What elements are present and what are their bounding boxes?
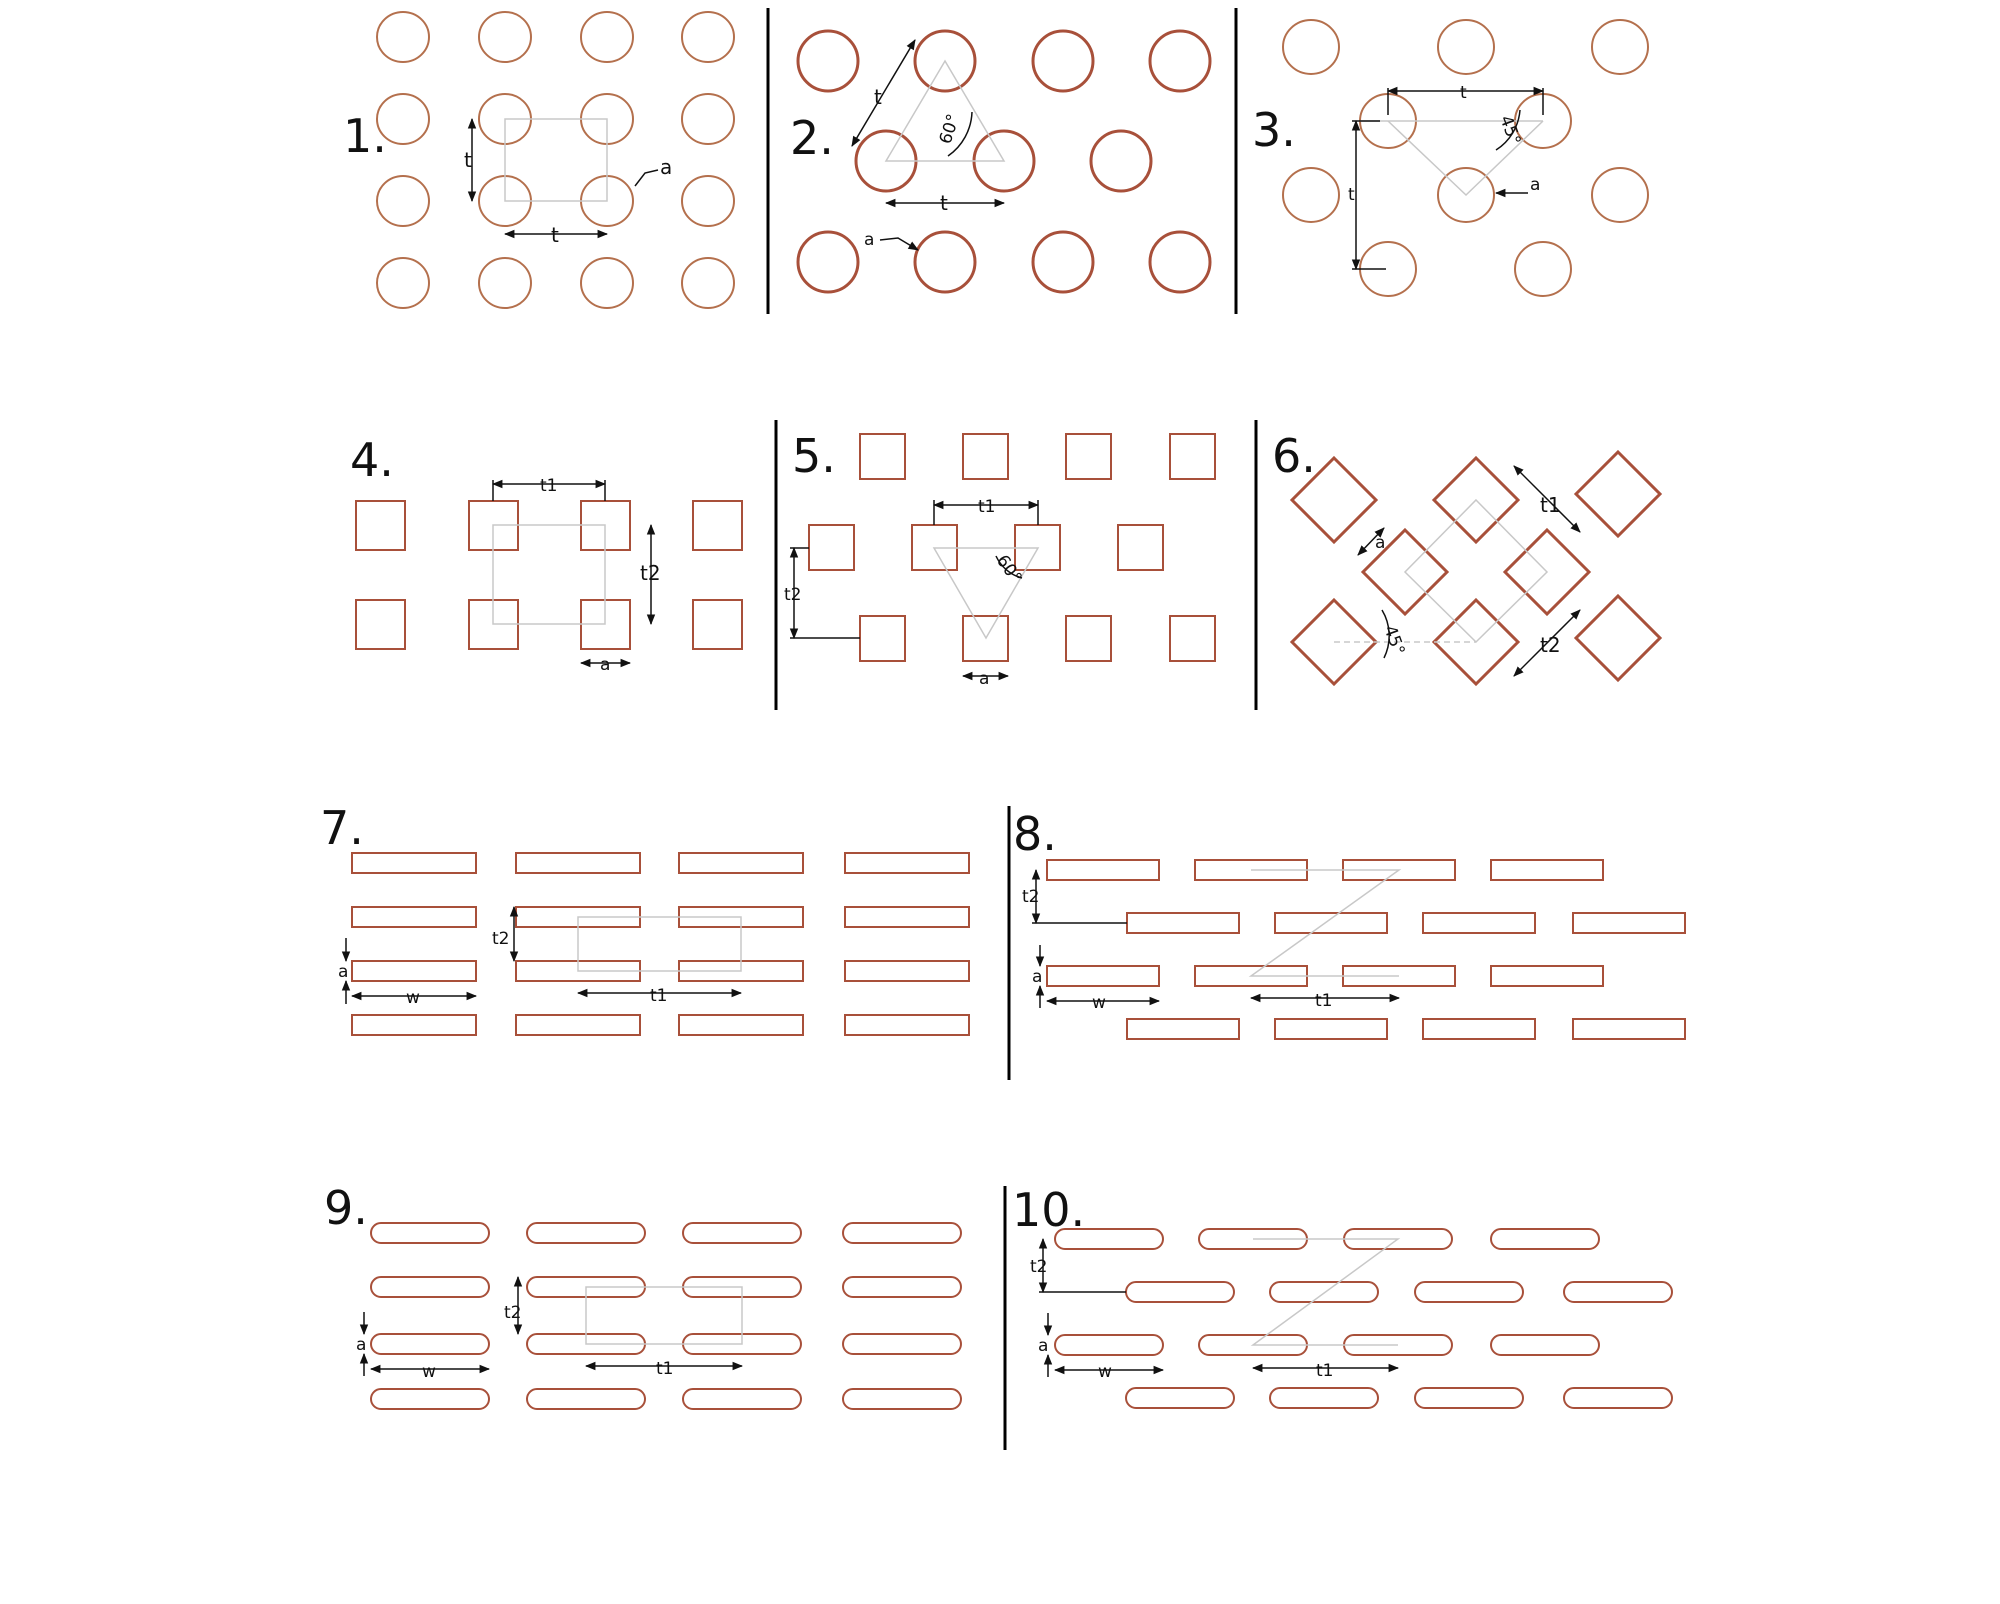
panel-10-number: 10. <box>1012 1183 1086 1237</box>
panel-3-dim-angle: 45° <box>1495 112 1525 149</box>
panel-10-dim-t2: t2 <box>1030 1257 1048 1277</box>
panel-8-z-guide <box>1251 870 1399 976</box>
panel-2-dim-t-side: t <box>874 85 882 109</box>
panel-10-dim-a: a <box>1038 1336 1049 1356</box>
panel-8-number: 8. <box>1013 807 1057 861</box>
panel-7-pitch-guide <box>578 917 741 971</box>
panel-7 <box>320 801 969 1035</box>
panel-8 <box>1013 807 1685 1039</box>
panel-4-holes <box>356 501 742 649</box>
panel-8-dimensions <box>1032 870 1399 1008</box>
panel-5-dim-t2: t2 <box>784 585 802 605</box>
panel-2-dimensions <box>852 40 1004 250</box>
panel-9-dim-t2: t2 <box>504 1303 522 1323</box>
panel-5-dim-a: a <box>979 669 990 689</box>
panel-9-dim-w: w <box>422 1362 436 1382</box>
panel-9-number: 9. <box>324 1181 368 1235</box>
panel-8-dim-a: a <box>1032 967 1043 987</box>
panel-5-number: 5. <box>792 429 836 483</box>
panel-10-z-guide <box>1253 1239 1398 1345</box>
panel-9-dim-t1: t1 <box>656 1359 674 1379</box>
panel-6-dim-a: a <box>1375 533 1386 553</box>
panel-6-dim-t1: t1 <box>1540 493 1561 517</box>
panel-6 <box>1272 429 1660 684</box>
panel-10-dim-w: w <box>1098 1362 1112 1382</box>
panel-4-number: 4. <box>350 433 394 487</box>
panel-7-slots <box>352 853 969 1035</box>
panel-10-dim-t1: t1 <box>1316 1361 1334 1381</box>
panel-9-pitch-guide <box>586 1287 742 1344</box>
panel-5-triangle-guide <box>934 548 1038 638</box>
panel-3-dim-a: a <box>1530 175 1541 195</box>
panel-4-dimensions <box>493 480 651 663</box>
panel-6-dim-t2: t2 <box>1540 633 1561 657</box>
panel-9 <box>324 1181 961 1409</box>
panel-4-dim-t2: t2 <box>640 561 661 585</box>
panel-1-holes <box>377 12 734 308</box>
panel-6-dim-angle: 45° <box>1379 622 1409 659</box>
panel-10-slots <box>1055 1229 1672 1408</box>
panel-8-dim-w: w <box>1092 993 1106 1013</box>
panel-1-number: 1. <box>343 109 387 163</box>
panel-2-dim-angle: 60° <box>935 111 965 147</box>
panel-6-number: 6. <box>1272 429 1316 483</box>
panel-5 <box>784 429 1215 689</box>
panel-4 <box>350 433 742 675</box>
panel-7-dim-a: a <box>338 962 349 982</box>
panel-7-dim-w: w <box>406 988 420 1008</box>
panel-9-slots <box>371 1223 961 1409</box>
panel-5-dim-t1: t1 <box>978 497 996 517</box>
panel-8-dim-t2: t2 <box>1022 887 1040 907</box>
panel-7-dim-t1: t1 <box>650 986 668 1006</box>
panel-8-slots <box>1047 860 1685 1039</box>
panel-5-dim-angle: 60° <box>991 551 1026 588</box>
panel-2-dim-a: a <box>864 230 875 250</box>
panel-2-number: 2. <box>790 111 834 165</box>
panel-5-dimensions <box>790 500 1038 676</box>
panel-3-dim-t-vertical: t <box>1348 185 1355 205</box>
panel-7-number: 7. <box>320 801 364 855</box>
panel-6-holes <box>1292 452 1660 684</box>
panel-4-dim-a: a <box>600 655 611 675</box>
panel-3-number: 3. <box>1252 103 1296 157</box>
panel-1-dim-t-horizontal: t <box>551 223 559 247</box>
panel-7-dim-t2: t2 <box>492 929 510 949</box>
panel-4-dim-t1: t1 <box>540 476 558 496</box>
panel-3-dim-t-horizontal: t <box>1460 83 1467 103</box>
panel-10-dimensions <box>1039 1239 1398 1377</box>
panel-3-holes <box>1283 20 1648 296</box>
panel-3 <box>1252 20 1648 296</box>
panel-9-dim-a: a <box>356 1335 367 1355</box>
panel-4-pitch-guide <box>493 525 605 624</box>
panel-1-dim-t-vertical: t <box>464 148 472 172</box>
panel-2-triangle-guide <box>886 61 1004 161</box>
panel-1-dim-a: a <box>660 155 673 179</box>
panel-2-dim-t-base: t <box>940 191 948 215</box>
panel-1-pitch-guide <box>505 119 607 201</box>
panel-8-dim-t1: t1 <box>1315 991 1333 1011</box>
panel-1 <box>343 12 734 308</box>
panel-2 <box>790 31 1210 292</box>
panel-10 <box>1012 1183 1672 1408</box>
